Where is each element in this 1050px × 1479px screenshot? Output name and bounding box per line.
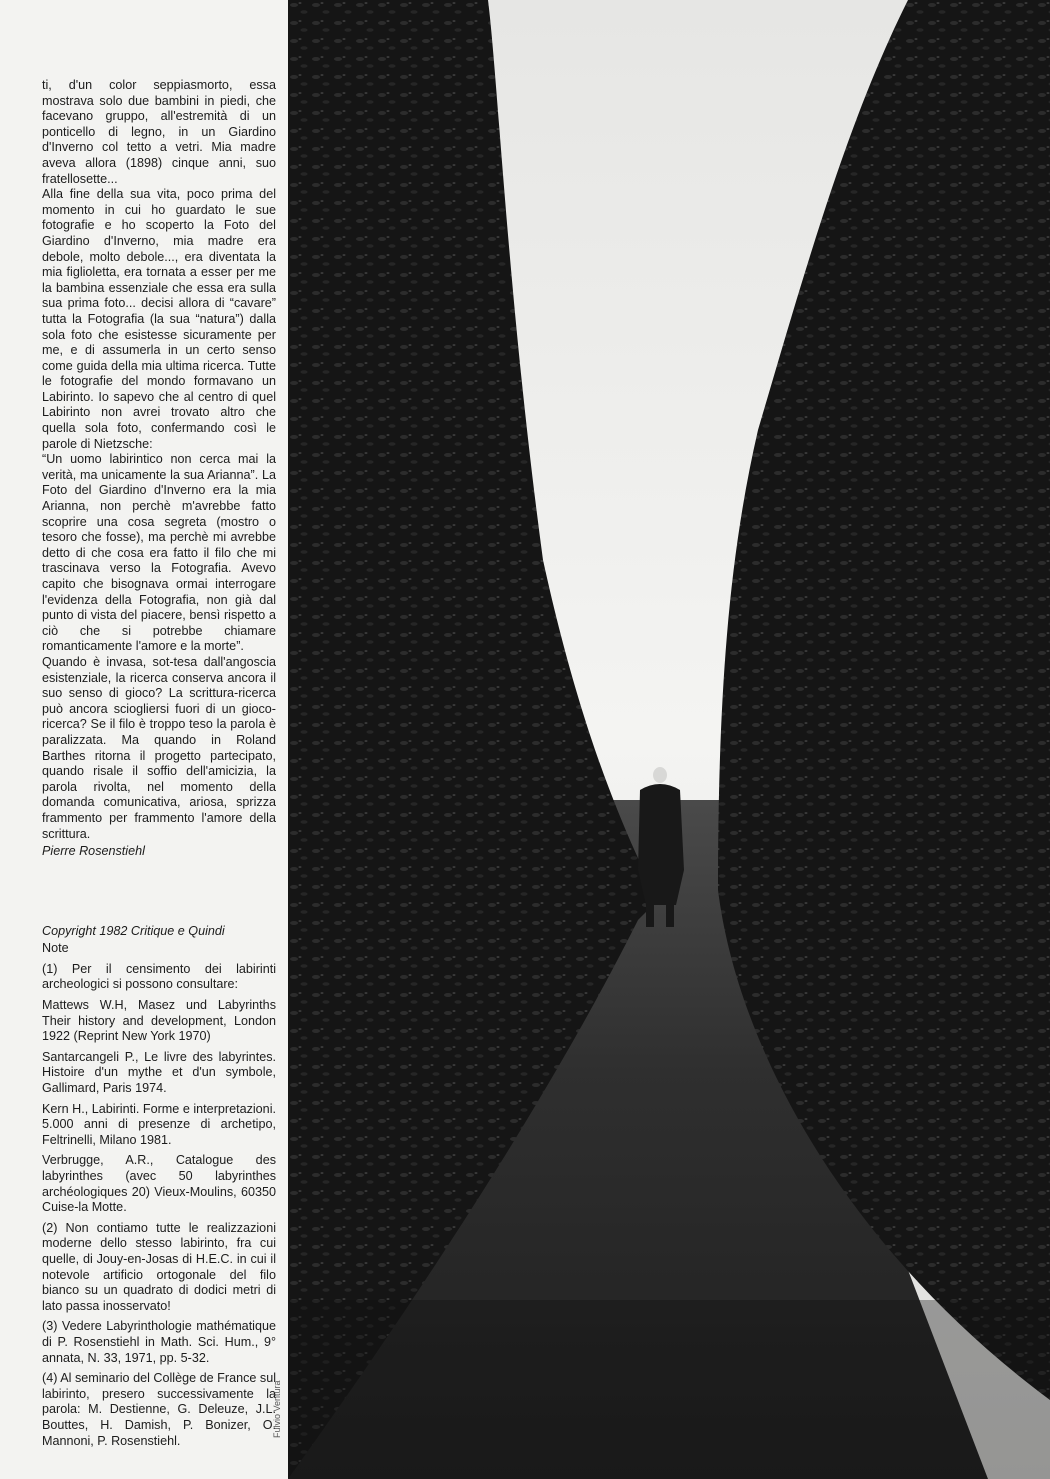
note-item: Kern H., Labirinti. Forme e interpretazioni. 5.000 anni di presenze di archetipo, Feltrinelli, Milano 1981. bbox=[42, 1101, 276, 1147]
notes-heading: Note bbox=[42, 941, 69, 956]
body-paragraph: “Un uomo labirintico non cerca mai la verità, ma unicamente la sua Arianna”. La Foto del Giardino d'Inverno era la mia Arianna, non perchè m'avrebbe fatto scoprire una cosa segreta (mostro o tesoro che fosse), ma perchè mi avrebbe detto di che cosa era fatto il filo che mi trascinava verso la Fotografia. Avevo capito che bisognava ormai interrogare l'evidenza della Fotografia, non già dal punto di vista del piacere, bensì rispetto a ciò che si potrebbe chiamare romanticamente l'amore e la morte”. bbox=[42, 452, 276, 654]
copyright-line: Copyright 1982 Critique e Quindi bbox=[42, 923, 225, 938]
author-signature: Pierre Rosenstiehl bbox=[42, 844, 145, 859]
body-paragraph: Quando è invasa, sot-tesa dall'angoscia esistenziale, la ricerca conserva ancora il suo senso di gioco? La scrittura-ricerca può ancora sciogliersi fuori di un gioco-ricerca? Se il filo è troppo teso la parola è paralizzata. Ma quando in Roland Barthes ritorna il progetto partecipato, quando risale il soffio dell'amicizia, la parola rivolta, nel momento della domanda comunicativa, ariosa, sprizza frammento per frammento l'amore della scrittura. bbox=[42, 654, 276, 841]
body-paragraph: Alla fine della sua vita, poco prima del momento in cui ho guardato le sue fotografie e ho scoperto la Foto del Giardino d'Inverno, mia madre era debole, molto debole..., era diventata la mia figlioletta, era tornata a esser per me la bambina essenziale che essa era sulla sua prima foto... decisi allora di “cavare” tutta la Fotografia (la sua “natura”) dalla sola foto che esistesse sicuramente per me, e di assumerla in un certo senso come guida della mia ultima ricerca. Tutte le fotografie del mondo formavano un Labirinto. Io sapevo che al centro di quel Labirinto non avrei trovato altro che quella sola foto, confermando così le parole di Nietzsche: bbox=[42, 187, 276, 451]
note-item: (3) Vedere Labyrinthologie mathématique di P. Rosenstiehl in Math. Sci. Hum., 9° annata, N. 33, 1971, pp. 5-32. bbox=[42, 1319, 276, 1365]
note-item: (4) Al seminario del Collège de France sul labirinto, presero successivamente la parola: M. Destienne, G. Deleuze, J.L. Bouttes, H. Damish, P. Bonizer, O. Mannoni, P. Rosenstiehl. bbox=[42, 1371, 276, 1448]
note-item: (1) Per il censimento dei labirinti archeologici si possono consultare: bbox=[42, 961, 276, 992]
note-item: Verbrugge, A.R., Catalogue des labyrinthes (avec 50 labyrinthes archéologiques 20) Vieux-Moulins, 60350 Cuise-la Motte. bbox=[42, 1153, 276, 1215]
hedge-maze-image bbox=[288, 0, 1050, 1479]
body-paragraph: ti, d'un color seppiasmorto, essa mostrava solo due bambini in piedi, che facevano gruppo, all'estremità di un ponticello di legno, in un Giardino d'Inverno col tetto a vetri. Mia madre aveva allora (1898) cinque anni, suo fratellosette... bbox=[42, 78, 276, 186]
note-item: Santarcangeli P., Le livre des labyrintes. Histoire d'un mythe et d'un symbole, Gallimard, Paris 1974. bbox=[42, 1049, 276, 1096]
photo-credit: Fulvio Ventura bbox=[272, 1380, 282, 1438]
hedge-maze-photo bbox=[288, 0, 1050, 1479]
article-text-column bbox=[42, 78, 276, 1454]
note-item: Mattews W.H, Masez und Labyrinths Their history and development, London 1922 (Reprint New York 1970) bbox=[42, 998, 276, 1044]
note-item: (2) Non contiamo tutte le realizzazioni moderne dello stesso labirinto, fra cui quelle, di Jouy-en-Josas di H.E.C. in cui il notevole artificio ortogonale del filo bianco su un quadrato di dodici metri di lato passa inosservato! bbox=[42, 1220, 276, 1313]
